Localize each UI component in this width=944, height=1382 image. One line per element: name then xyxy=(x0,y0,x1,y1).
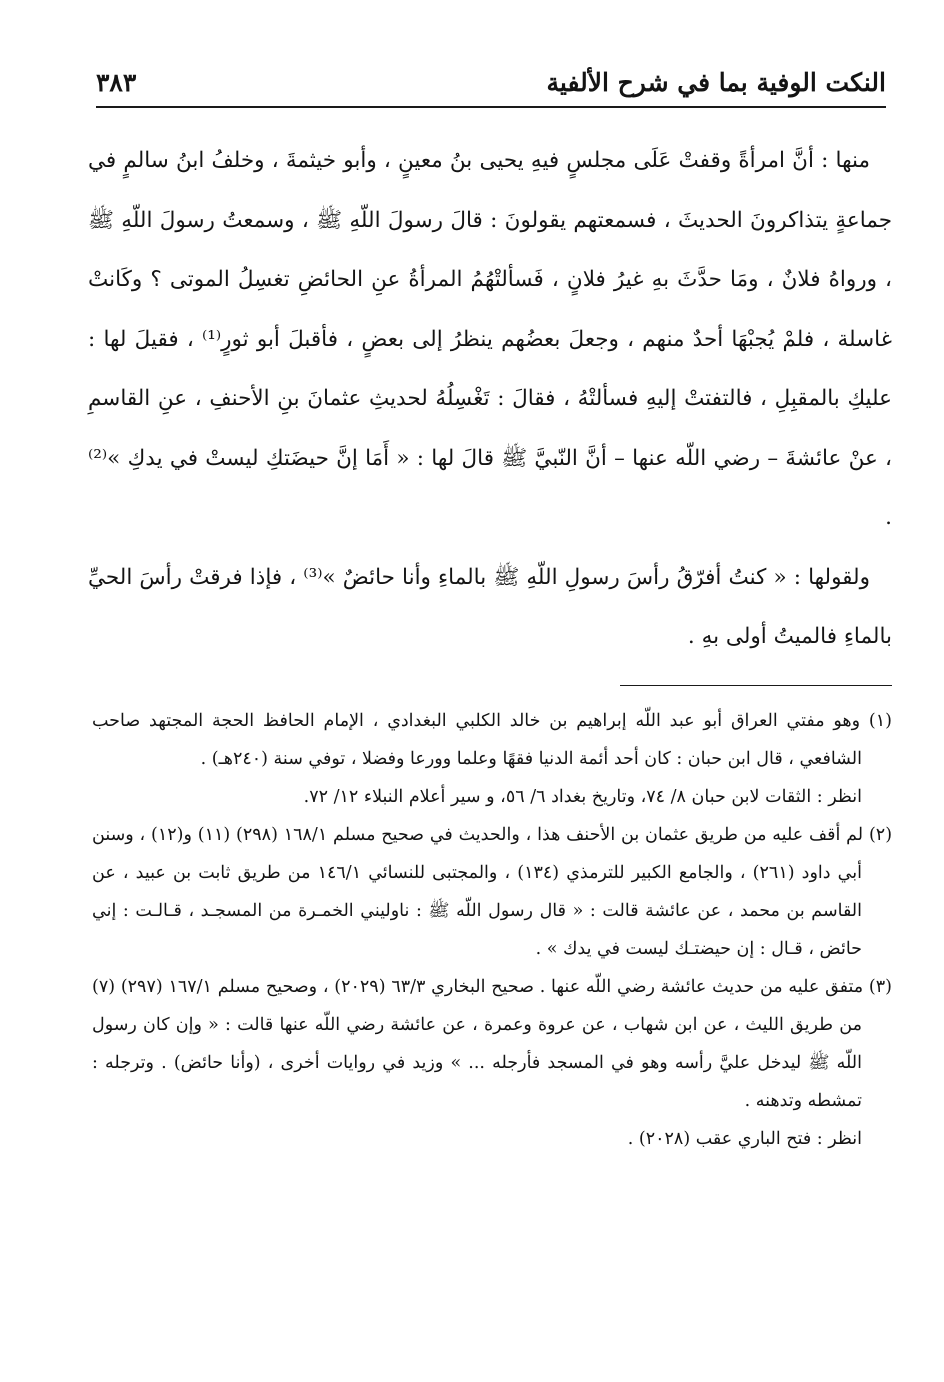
paragraph-2: ولقولها : « كنتُ أفرّقُ رأسَ رسولِ اللّهِ ﷺ بالماءِ وأنا حائضٌ »⁽³⁾ ، فإذا فرقتْ رأسَ الحيِّ بالماءِ فالميتُ أولى بهِ . xyxy=(88,564,892,649)
footnote-1-reference: انظر : الثقات لابن حبان ٨/ ٧٤، وتاريخ بغداد ٦/ ٥٦، و سير أعلام النبلاء ١٢/ ٧٢. xyxy=(303,787,862,807)
running-title: النكت الوفية بما في شرح الألفية xyxy=(546,68,886,97)
page-header xyxy=(96,58,886,100)
header-rule xyxy=(96,106,886,108)
page-number: ٣٨٣ xyxy=(96,68,137,97)
footnote-3: (٣) متفق عليه من حديث عائشة رضي اللّه عنها . صحيح البخاري ٦٣/٣ (٢٠٢٩) ، وصحيح مسلم ١٦٧/١ (٢٩٧) (٧) من طريق الليث ، عن ابن شهاب ، عن عروة وعمرة ، عن عائشة رضي اللّه عنها قالت : « وإن كان رسول اللّه ﷺ ليدخل عليَّ رأسه وهو في المسجد فأرجله ... » وزيد في روايات أخرى ، (وأنا حائض) . وترجله : تمشطه وتدهنه . xyxy=(92,977,892,1111)
footnote-1: (١) وهو مفتي العراق أبو عبد اللّه إبراهيم بن خالد الكلبي البغدادي ، الإمام الحافظ الحجة المجتهد صاحب الشافعي ، قال ابن حبان : كان أحد أئمة الدنيا فقهًا وعلما وورعا وفضلا ، توفي سنة (٢٤٠هـ) . xyxy=(92,711,892,769)
paragraph-1: منها : أنَّ امرأةً وقفتْ عَلَى مجلسٍ فيهِ يحيى بنُ معينٍ ، وأبو خيثمةَ ، وخلفُ ابنُ سالمٍ في جماعةٍ يتذاكرونَ الحديثَ ، فسمعتهم يقولونَ : قالَ رسولَ اللّهِ ﷺ ، وسمعتُ رسولَ اللّهِ ﷺ ، ورواهُ فلانٌ ، ومَا حدَّثَ بهِ غيرُ فلانٍ ، فَسألتْهُمُ المرأةُ عنِ الحائضِ تغسِلُ الموتى ؟ وكَانتْ غاسلة ، فلمْ يُجبْهَا أحدٌ منهم ، وجعلَ بعضُهم ينظرُ إلى بعضٍ ، فأقبلَ أبو ثورٍ⁽¹⁾ ، فقيلَ لها : عليكِ بالمقبِلِ ، فالتفتتْ إليهِ فسألتْهُ ، فقالَ : تَغْسِلُهُ لحديثِ عثمانَ بنِ الأحنفِ ، عنِ القاسمِ ، عنْ عائشةَ – رضي اللّه عنها – أنَّ النّبيَّ ﷺ قالَ لها : « أَمَا إنَّ حيضَتكِ ليستْ في يدكِ »⁽²⁾ . xyxy=(88,148,892,530)
footnote-separator xyxy=(620,685,892,686)
footnotes xyxy=(92,702,892,1327)
main-text xyxy=(88,131,892,649)
footnote-3-reference: انظر : فتح الباري عقب (٢٠٢٨) . xyxy=(627,1129,862,1149)
footnote-2: (٢) لم أقف عليه من طريق عثمان بن الأحنف هذا ، والحديث في صحيح مسلم ١٦٨/١ (٢٩٨) (١١) و(١٢) ، وسنن أبي داود (٢٦١) ، والجامع الكبير للترمذي (١٣٤) ، والمجتبى للنسائي ١٤٦/١ من طريق ثابت بن عبيد ، عن القاسم بن محمد ، عن عائشة قالت : « قال رسول اللّه ﷺ : ناوليني الخمـرة من المسجـد ، قـالـت : إني حائض ، قـال : إن حيضتـك ليست في يدك » . xyxy=(92,825,893,959)
